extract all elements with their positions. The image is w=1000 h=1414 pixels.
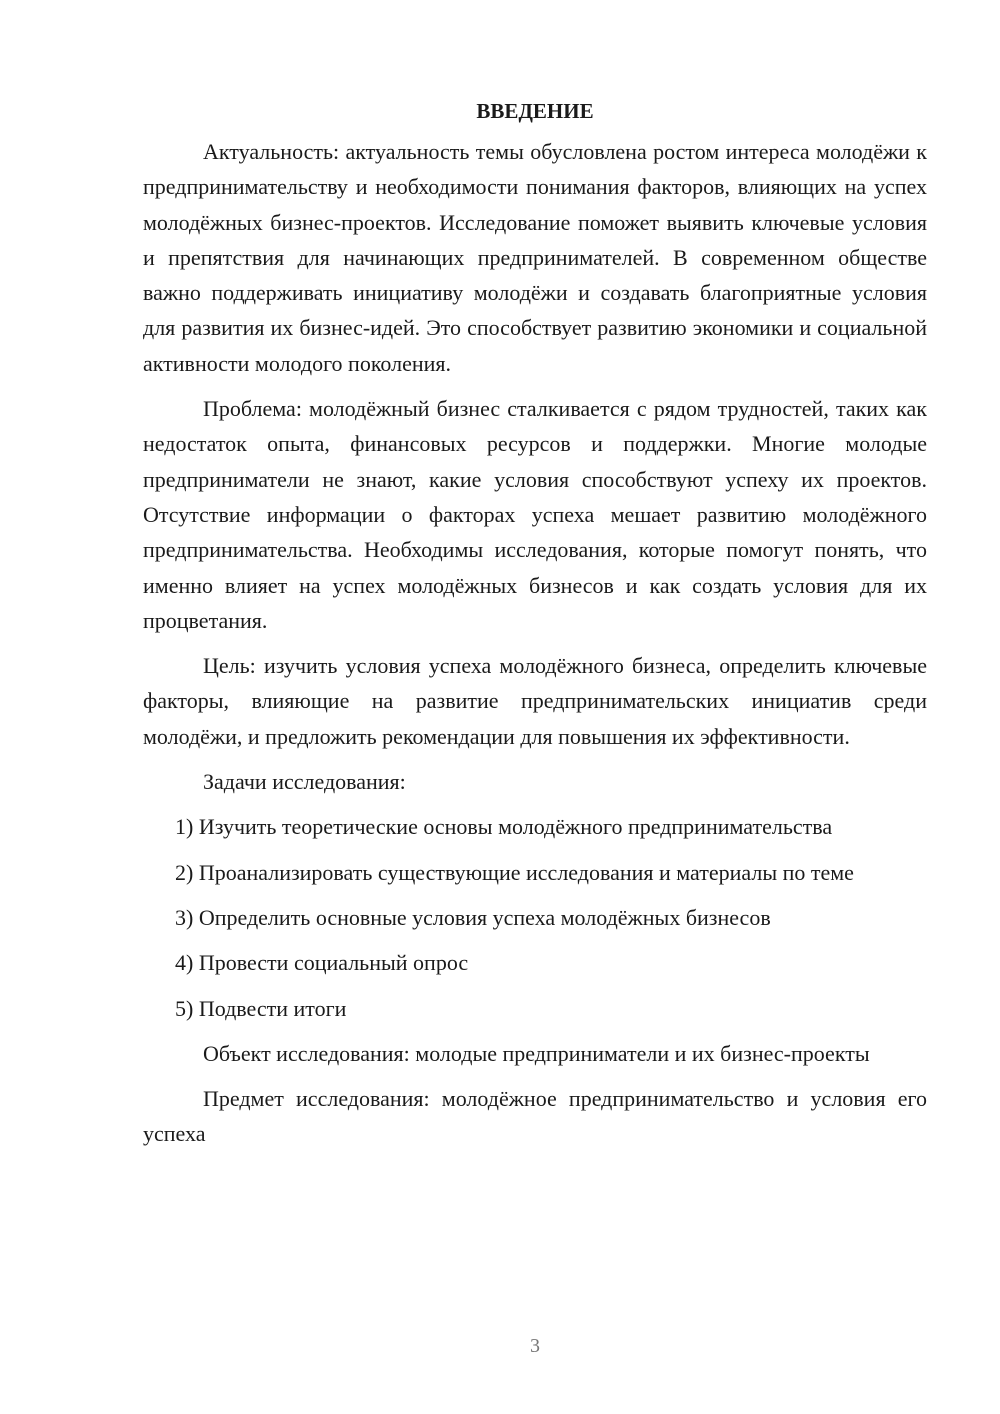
relevance-paragraph: Актуальность: актуальность темы обусловлена ростом интереса молодёжи к предпринимательству и необходимости понимания факторов, влияющих на успех молодёжных бизнес-проектов. Исследование поможет выявить ключевые условия и препятствия для начинающих предпринимателей. В современном обществе важно поддерживать инициативу молодёжи и создавать благоприятные условия для развития их бизнес-идей. Это способствует развитию экономики и социальной активности молодого поколения. bbox=[143, 139, 927, 376]
section-title: ВВЕДЕНИЕ bbox=[476, 99, 594, 123]
subject-paragraph: Предмет исследования: молодёжное предпринимательство и условия его успеха bbox=[143, 1086, 927, 1147]
page-content bbox=[143, 96, 927, 1152]
task-item: 3) Определить основные условия успеха молодёжных бизнесов bbox=[175, 904, 771, 930]
object-paragraph: Объект исследования: молодые предприниматели и их бизнес-проекты bbox=[203, 1040, 870, 1066]
task-item: 2) Проанализировать существующие исследования и материалы по теме bbox=[175, 859, 854, 885]
task-item: 4) Провести социальный опрос bbox=[175, 950, 469, 976]
page-number: 3 bbox=[530, 1335, 540, 1357]
problem-paragraph: Проблема: молодёжный бизнес сталкивается с рядом трудностей, таких как недостаток опыта, финансовых ресурсов и поддержки. Многие молодые предприниматели не знают, какие условия способствуют успеху их проектов. Отсутствие информации о факторах успеха мешает развитию молодёжного предпринимательства. Необходимы исследования, которые помогут понять, что именно влияет на успех молодёжных бизнесов и как создать условия для их процветания. bbox=[143, 396, 927, 633]
goal-paragraph: Цель: изучить условия успеха молодёжного бизнеса, определить ключевые факторы, влияющие на развитие предпринимательских инициатив среди молодёжи, и предложить рекомендации для повышения их эффективности. bbox=[143, 653, 927, 749]
tasks-heading: Задачи исследования: bbox=[203, 769, 406, 795]
task-item: 1) Изучить теоретические основы молодёжного предпринимательства bbox=[175, 814, 833, 840]
task-item: 5) Подвести итоги bbox=[175, 995, 347, 1021]
